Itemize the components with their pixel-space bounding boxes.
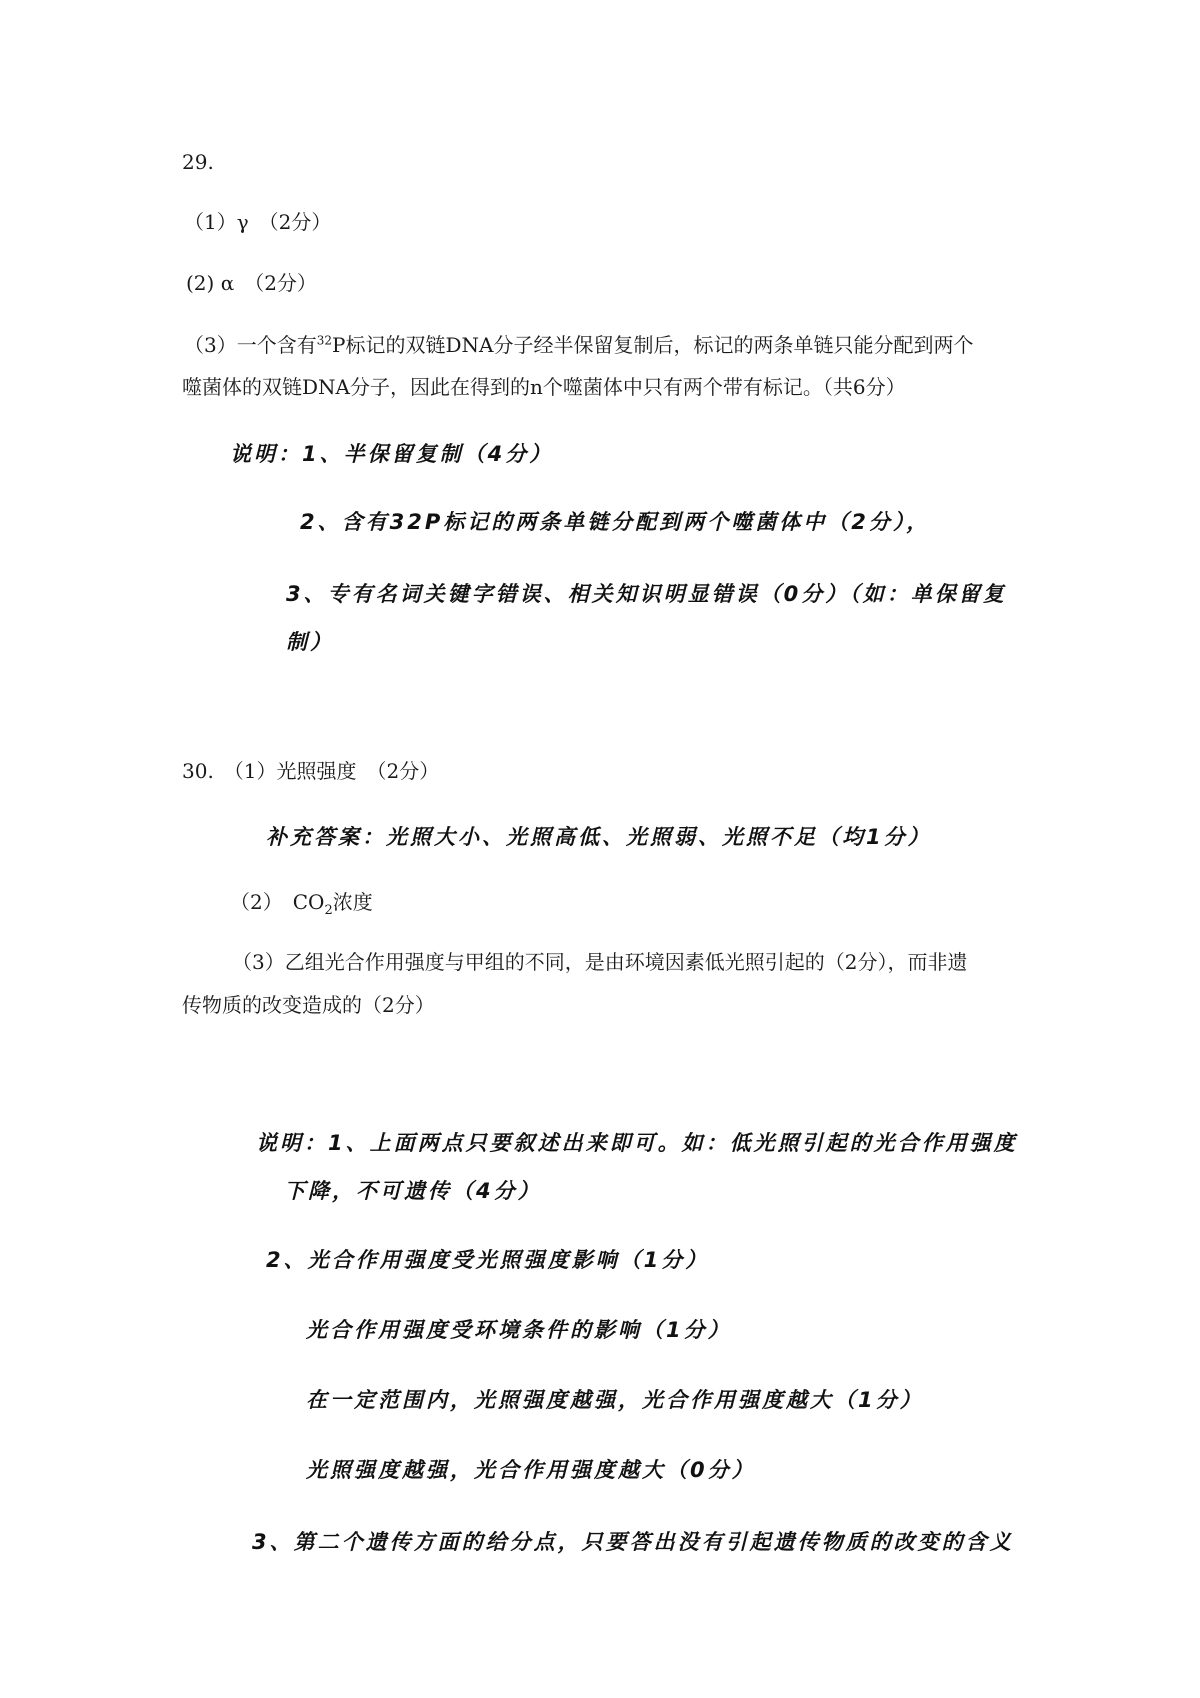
q29-answer-3-text-end: P标记的双链DNA分子经半保留复制后，标记的两条单链只能分配到两个 (332, 333, 974, 357)
q30-answer-1: 30. （1）光照强度 （2分） (182, 759, 440, 783)
q30-answer-2-text-start: （2） CO (230, 890, 325, 914)
q30-note-1-continued: 下降，不可遗传（4分） (284, 1179, 542, 1203)
q29-answer-3-continued: 噬菌体的双链DNA分子，因此在得到的n个噬菌体中只有两个带有标记。（共6分） (182, 375, 906, 399)
q30-answer-2 (230, 888, 373, 916)
q30-answer-3-continued: 传物质的改变造成的（2分） (182, 993, 435, 1017)
q29-note-1: 说明：1、半保留复制（4分） (230, 442, 554, 466)
q29-number: 29. (182, 150, 214, 174)
q29-isotope-superscript: 32 (316, 333, 333, 348)
q29-answer-3 (184, 331, 973, 359)
q30-co2-subscript: 2 (324, 903, 333, 918)
q30-answer-2-text-end: 浓度 (332, 890, 373, 914)
q30-supplement: 补充答案：光照大小、光照高低、光照弱、光照不足（均1分） (266, 825, 932, 849)
q29-answer-2: (2) α （2分） (186, 271, 317, 295)
q29-note-2: 2、含有32P标记的两条单链分配到两个噬菌体中（2分）， (300, 510, 931, 534)
q30-note-3: 3、第二个遗传方面的给分点，只要答出没有引起遗传物质的改变的含义 (252, 1530, 1014, 1554)
q29-note-3-continued: 制） (286, 630, 334, 654)
q29-note-3: 3、专有名词关键字错误、相关知识明显错误（0分）（如：单保留复 (286, 582, 1007, 606)
q30-note-2d: 光照强度越强，光合作用强度越大（0分） (306, 1458, 756, 1482)
q29-answer-1: （1）γ （2分） (184, 210, 332, 234)
q30-note-2b: 光合作用强度受环境条件的影响（1分） (306, 1318, 732, 1342)
q30-answer-3: （3）乙组光合作用强度与甲组的不同，是由环境因素低光照引起的（2分），而非遗 (232, 950, 968, 974)
q29-answer-3-text-start: （3）一个含有 (184, 333, 317, 357)
q30-note-2: 2、光合作用强度受光照强度影响（1分） (266, 1248, 710, 1272)
q30-note-1: 说明：1、上面两点只要叙述出来即可。如：低光照引起的光合作用强度 (256, 1131, 1018, 1155)
q30-note-2c: 在一定范围内，光照强度越强，光合作用强度越大（1分） (306, 1388, 924, 1412)
